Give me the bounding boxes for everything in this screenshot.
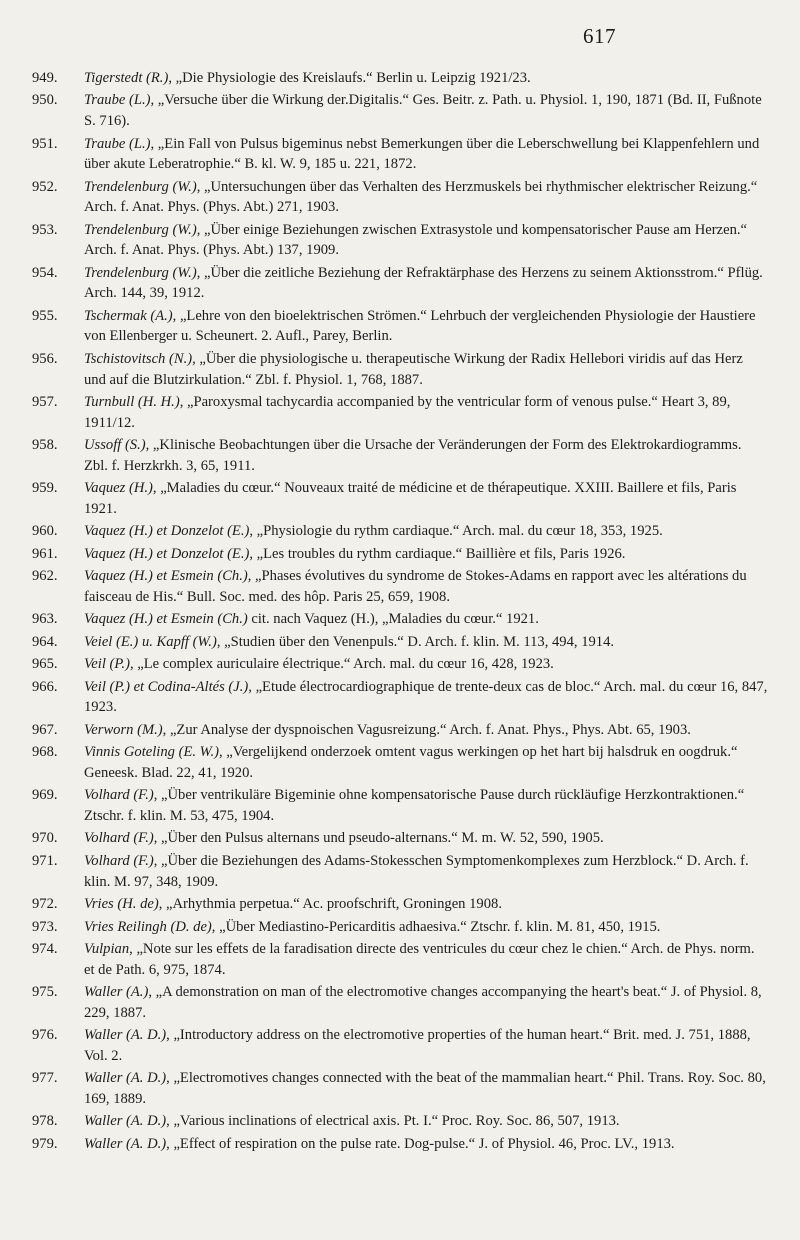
reference-text: , „Über die physiologische u. therapeutische Wirkung der Radix Hellebori viridis auf das Herz und auf die Blutzirkulation.“ Zbl. f. Physiol. 1, 768, 1887. [84,350,743,388]
reference-entry [32,828,768,849]
reference-author: Vaquez (H.) et Donzelot (E.) [84,545,250,562]
reference-text: , „Studien über den Venenpuls.“ D. Arch. f. klin. M. 113, 494, 1914. [216,633,615,650]
reference-author: Verworn (M.) [84,721,163,738]
reference-text: , „Vergelijkend onderzoek omtent vagus werkingen op het hart bij halsdruk en oogdruk.“ Geneesk. Blad. 22, 41, 1920. [84,744,738,781]
reference-author: Tschermak (A.) [84,307,173,324]
reference-entry [32,1025,768,1066]
reference-author: Vaquez (H.) et Donzelot (E.) [84,523,250,540]
reference-text: , „Die Physiologie des Kreislaufs.“ Berlin u. Leipzig 1921/23. [168,70,531,86]
reference-author: Waller (A. D.) [84,1027,167,1044]
reference-entry [32,785,768,826]
reference-author: Veiel (E.) u. Kapff (W.) [84,633,217,650]
reference-number: 977. [32,1070,58,1087]
reference-number: 958. [32,437,58,454]
reference-entry [32,566,768,607]
reference-number: 970. [32,830,58,847]
reference-author: Tschistovitsch (N.) [84,350,193,367]
reference-text: cit. nach Vaquez (H.), „Maladies du cœur.“ 1921. [247,611,539,628]
reference-text: , „Über die zeitliche Beziehung der Refraktärphase des Herzens zu seinem Aktionsstrom.“ Pflüg. Arch. 144, 39, 1912. [84,264,763,302]
reference-entry [32,263,768,304]
reference-author: Veil (P.) [84,656,130,673]
reference-author: Ussoff (S.) [84,437,146,454]
reference-number: 960. [32,523,58,540]
reference-text: , „Zur Analyse der dyspnoischen Vagusreizung.“ Arch. f. Anat. Phys., Phys. Abt. 65, 1903. [162,721,691,738]
reference-number: 972. [32,896,58,913]
reference-author: Volhard (F.) [84,852,154,869]
reference-text: , „Klinische Beobachtungen über die Ursache der Veränderungen der Form des Elektrokardiogramms. Zbl. f. Herzkrkh. 3, 65, 1911. [84,437,742,474]
reference-author: Trendelenburg (W.) [84,264,197,281]
reference-author: Waller (A.) [84,984,149,1001]
reference-text: , „Le complex auriculaire électrique.“ Arch. mal. du cœur 16, 428, 1923. [129,656,554,673]
reference-author: Tigerstedt (R.) [84,70,169,86]
reference-author: Trendelenburg (W.) [84,221,197,238]
reference-entry [32,894,768,915]
reference-entry [32,544,768,565]
reference-number: 971. [32,852,58,869]
reference-number: 951. [32,135,58,152]
reference-text: , „Über ventrikuläre Bigeminie ohne kompensatorische Pause durch rückläufige Herzkontraktionen.“ Ztschr. f. klin. M. 53, 475, 1904. [84,787,745,824]
reference-number: 967. [32,721,58,738]
reference-text: , „Über die Beziehungen des Adams-Stokesschen Symptomenkomplexes zum Herzblock.“ D. Arch. f. klin. M. 97, 348, 1909. [84,852,749,890]
reference-number: 979. [32,1135,58,1152]
reference-text: , „Lehre von den bioelektrischen Strömen.“ Lehrbuch der vergleichenden Physiologie der Haustiere von Ellenberger u. Scheunert. 2. Aufl., Parey, Berlin. [84,307,756,345]
reference-entry [32,90,768,131]
reference-author: Vaquez (H.) [84,480,153,497]
reference-number: 975. [32,984,58,1001]
reference-entry [32,392,768,433]
reference-text: , „Effect of respiration on the pulse rate. Dog-pulse.“ J. of Physiol. 46, Proc. LV., 1913. [166,1135,675,1152]
reference-entry [32,742,768,783]
reference-entry [32,632,768,653]
reference-author: Trendelenburg (W.) [84,178,197,195]
reference-author: Volhard (F.) [84,787,154,804]
reference-number: 965. [32,656,58,673]
reference-text: , „Les troubles du rythm cardiaque.“ Baillière et fils, Paris 1926. [249,545,626,562]
reference-text: , „Etude électrocardiographique de trente-deux cas de bloc.“ Arch. mal. du cœur 16, 847, 1923. [84,678,768,716]
reference-number: 976. [32,1027,58,1044]
reference-entry [32,521,768,542]
reference-list [32,68,768,1156]
reference-author: Traube (L.) [84,135,151,152]
reference-entry [32,1134,768,1155]
reference-author: Vinnis Goteling (E. W.) [84,744,219,761]
reference-entry [32,68,768,89]
reference-text: , „Note sur les effets de la faradisation directe des ventricules du cœur chez le chien.“ Arch. de Phys. norm. et de Path. 6, 975, 1874. [84,941,755,978]
page-number: 617 [583,24,616,48]
reference-text: , „Ein Fall von Pulsus bigeminus nebst Bemerkungen über die Leberschwellung bei Klappenfehlern und über akute Leberatrophie.“ B. kl. W. 9, 185 u. 221, 1872. [84,135,760,173]
reference-number: 969. [32,787,58,804]
reference-author: Vries (H. de) [84,896,159,913]
reference-author: Vaquez (H.) et Esmein (Ch.) [84,611,248,628]
reference-entry [32,1111,768,1132]
reference-entry [32,435,768,476]
reference-entry [32,609,768,630]
reference-text: , „Maladies du cœur.“ Nouveaux traité de médicine et de thérapeutique. XXIII. Baillere et fils, Paris 1921. [84,480,737,517]
reference-author: Waller (A. D.) [84,1113,167,1130]
reference-author: Waller (A. D.) [84,1070,167,1087]
reference-number: 953. [32,221,58,238]
reference-text: , „Über den Pulsus alternans und pseudo-alternans.“ M. m. W. 52, 590, 1905. [153,830,604,847]
reference-entry [32,478,768,519]
reference-text: , „Phases évolutives du syndrome de Stokes-Adams en rapport avec les altérations du faisceau de His.“ Bull. Soc. med. des hôp. Paris 25, 659, 1908. [84,568,747,605]
reference-entry [32,177,768,218]
reference-entry [32,917,768,938]
reference-entry [32,720,768,741]
reference-number: 966. [32,678,58,695]
reference-author: Vries Reilingh (D. de) [84,918,212,935]
reference-entry [32,939,768,980]
reference-author: Vulpian [84,941,130,958]
reference-author: Waller (A. D.) [84,1135,167,1152]
reference-entry [32,851,768,892]
reference-author: Turnbull (H. H.) [84,394,180,411]
reference-number: 964. [32,633,58,650]
reference-number: 954. [32,264,58,281]
reference-text: , „Physiologie du rythm cardiaque.“ Arch. mal. du cœur 18, 353, 1925. [249,523,663,540]
reference-entry [32,982,768,1023]
reference-number: 973. [32,918,58,935]
reference-number: 961. [32,545,58,562]
reference-text: , „Introductory address on the electromotive properties of the human heart.“ Brit. med. J. 751, 1888, Vol. 2. [84,1027,751,1064]
reference-number: 978. [32,1113,58,1130]
reference-text: , „Versuche über die Wirkung der.Digitalis.“ Ges. Beitr. z. Path. u. Physiol. 1, 190, 1871 (Bd. II, Fußnote S. 716). [84,92,762,130]
reference-author: Traube (L.) [84,92,151,109]
reference-text: , „Electromotives changes connected with the beat of the mammalian heart.“ Phil. Trans. Roy. Soc. 80, 169, 1889. [84,1070,766,1107]
reference-text: , „Arhythmia perpetua.“ Ac. proofschrift, Groningen 1908. [158,896,502,913]
reference-number: 974. [32,941,58,958]
reference-entry [32,134,768,175]
reference-number: 956. [32,350,58,367]
reference-entry [32,349,768,390]
reference-number: 952. [32,178,58,195]
reference-entry [32,654,768,675]
reference-entry [32,1068,768,1109]
reference-number: 959. [32,480,58,497]
reference-text: , „Various inclinations of electrical axis. Pt. I.“ Proc. Roy. Soc. 86, 507, 1913. [166,1113,620,1130]
reference-text: , „A demonstration on man of the electromotive changes accompanying the heart's beat.“ J. of Physiol. 8, 229, 1887. [84,984,762,1021]
reference-number: 962. [32,568,58,585]
reference-number: 949. [32,70,58,86]
reference-number: 955. [32,307,58,324]
reference-number: 968. [32,744,58,761]
reference-entry [32,677,768,718]
reference-entry [32,220,768,261]
reference-number: 950. [32,92,58,109]
reference-text: , „Paroxysmal tachycardia accompanied by the ventricular form of venous pulse.“ Heart 3, 89, 1911/12. [84,394,731,431]
reference-text: , „Über Mediastino-Pericarditis adhaesiva.“ Ztschr. f. klin. M. 81, 450, 1915. [211,918,661,935]
reference-entry [32,306,768,347]
reference-text: , „Untersuchungen über das Verhalten des Herzmuskels bei rhythmischer elektrischer Reizung.“ Arch. f. Anat. Phys. (Phys. Abt.) 271, 1903. [84,178,758,216]
reference-author: Veil (P.) et Codina-Altés (J.) [84,678,249,695]
reference-number: 963. [32,611,58,628]
reference-author: Volhard (F.) [84,830,154,847]
reference-author: Vaquez (H.) et Esmein (Ch.) [84,568,248,585]
reference-number: 957. [32,394,58,411]
reference-text: , „Über einige Beziehungen zwischen Extrasystole und kompensatorischer Pause am Herzen.“ Arch. f. Anat. Phys. (Phys. Abt.) 137, 1909. [84,221,748,259]
